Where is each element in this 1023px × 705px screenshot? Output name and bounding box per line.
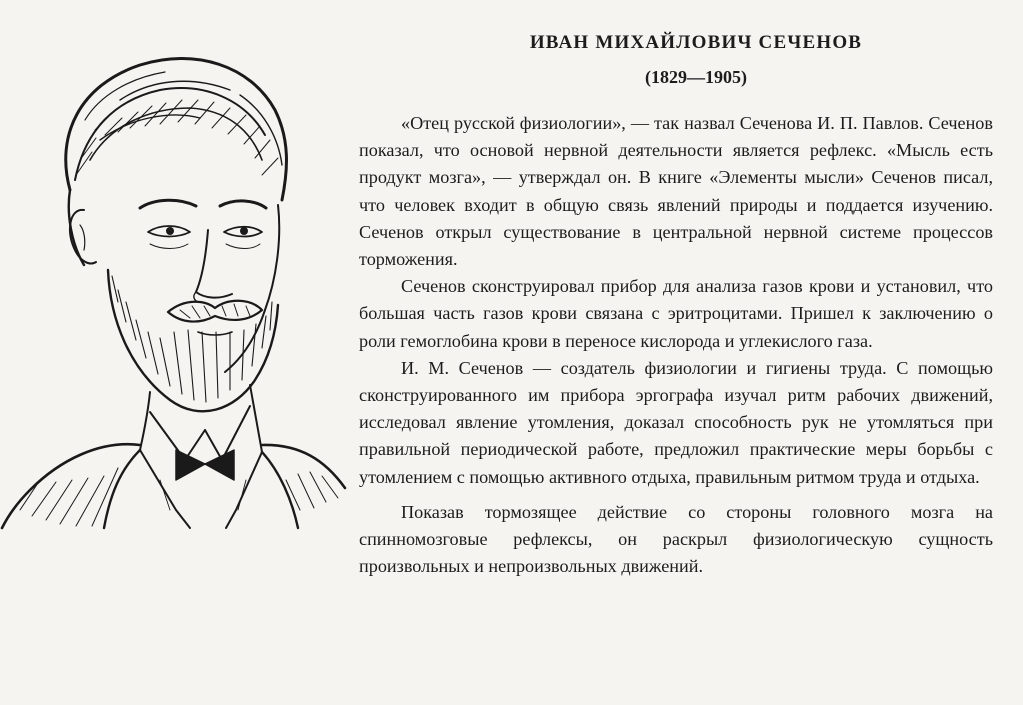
life-years: (1829—1905) — [645, 67, 747, 87]
paragraph-4: Показав тормозящее действие со стороны головного мозга на спинномозговые рефлексы, он раскрыл физиологическую сущность произвольных и непроизвольных движений. — [359, 501, 993, 577]
paragraph-1: «Отец русской физиологии», — так назвал Сеченова И. П. Павлов. Сеченов показал, что основой нервной деятельности является рефлекс. «Мысль есть продукт мозга», — утверждал он. В книге «Элементы мысли» Сеченов писал, что человек входит в общую связь явлений природы и поддается изучению. Сеченов открыл существование в центральной нервной системе процессов торможения. — [359, 113, 993, 270]
article-text-column — [359, 30, 993, 580]
article-body — [359, 110, 993, 580]
paragraph-3: И. М. Сеченов — создатель физиологии и гигиены труда. С помощью сконструированного им прибора эргографа изучал ритм рабочих движений, исследовал явление утомления, доказал способность рук не утомляться при правильной периодической работе, предложил практические меры борьбы с утомлением с помощью активного отдыха, правильным ритмом труда и отдыха. — [359, 357, 993, 487]
page-title: ИВАН МИХАЙЛОВИЧ СЕЧЕНОВ — [529, 32, 863, 53]
portrait-engraving-icon — [0, 40, 350, 530]
paragraph-2: Сеченов сконструировал прибор для анализа газов крови и установил, что большая часть газов крови связана с эритроцитами. Пришел к заключению о роли гемоглобина крови в переносе кислорода и углекислого газа. — [359, 276, 993, 351]
